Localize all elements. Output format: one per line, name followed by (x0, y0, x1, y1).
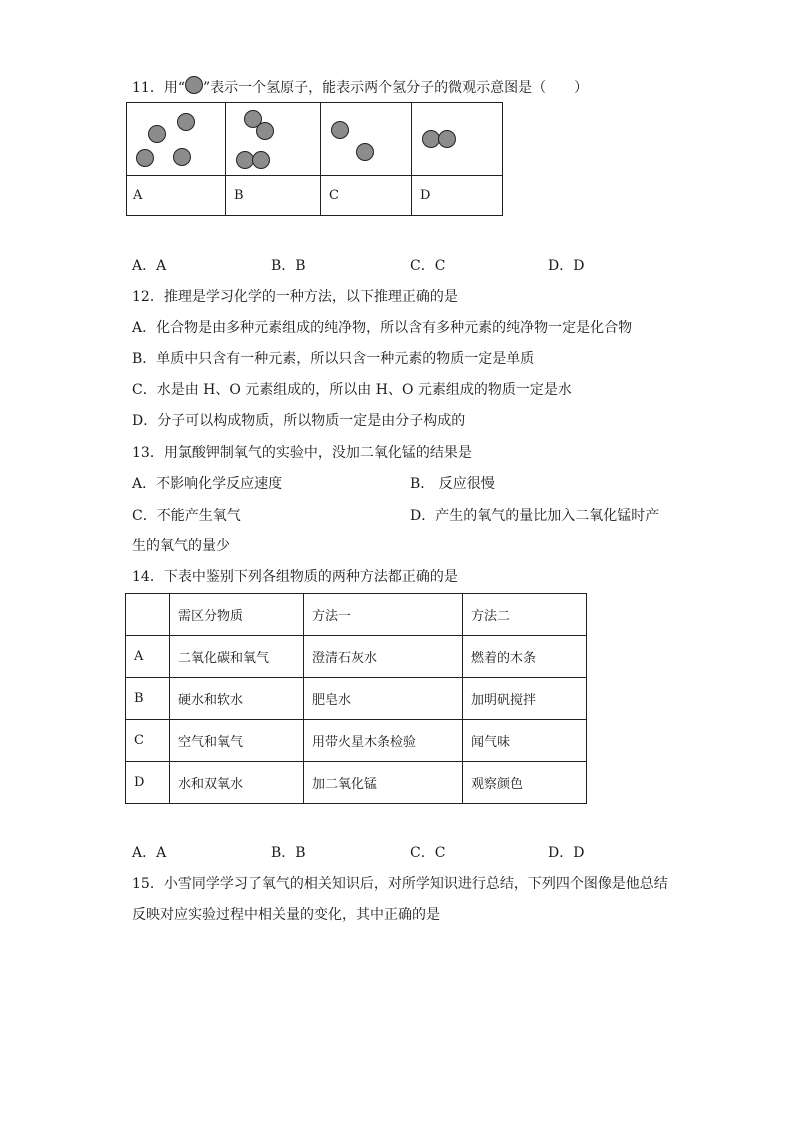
table-cell: 加二氧化锰 (304, 762, 463, 804)
table-cell: 燃着的木条 (463, 636, 587, 678)
q11-option-b[interactable]: B．B (271, 258, 306, 274)
table-cell: 二氧化碳和氧气 (170, 636, 304, 678)
q11-stem: 11．用“ ”表示一个氢原子，能表示两个氢分子的微观示意图是（ ） (132, 76, 588, 98)
q11-option-d[interactable]: D．D (548, 258, 585, 274)
atom-icon (256, 122, 274, 140)
q12-stem: 12．推理是学习化学的一种方法，以下推理正确的是 (132, 289, 458, 305)
table-cell: D (126, 762, 170, 804)
q13-option-a[interactable]: A．不影响化学反应速度 (132, 476, 283, 492)
table-row (126, 636, 587, 678)
table-cell: 硬水和软水 (170, 678, 304, 720)
q11-label-d: D (412, 176, 503, 216)
q12-option-c[interactable]: C．水是由 H、O 元素组成的，所以由 H、O 元素组成的物质一定是水 (132, 382, 572, 398)
atom-icon (438, 130, 456, 148)
q11-diagram-table (126, 102, 503, 216)
q13-option-d[interactable]: D．产生的氧气的量比加入二氧化锰时产 (410, 508, 660, 524)
q14-option-a[interactable]: A．A (132, 845, 167, 861)
hydrogen-atom-icon (185, 76, 203, 94)
table-cell: A (126, 636, 170, 678)
table-header-cell: 方法二 (463, 594, 587, 636)
atom-icon (148, 125, 166, 143)
q11-option-a[interactable]: A．A (132, 258, 167, 274)
q14-option-b[interactable]: B．B (271, 845, 306, 861)
q13-option-c[interactable]: C．不能产生氧气 (132, 508, 241, 524)
table-cell: B (126, 678, 170, 720)
q12-option-b[interactable]: B．单质中只含有一种元素，所以只含一种元素的物质一定是单质 (132, 351, 535, 367)
q15-stem-line1: 15．小雪同学学习了氧气的相关知识后，对所学知识进行总结，下列四个图像是他总结 (132, 876, 668, 892)
table-cell: 加明矾搅拌 (463, 678, 587, 720)
table-row (126, 762, 587, 804)
q11-option-c[interactable]: C．C (410, 258, 446, 274)
q13-stem: 13．用氯酸钾制氧气的实验中，没加二氧化锰的结果是 (132, 445, 472, 461)
atom-icon (173, 148, 191, 166)
table-cell: 肥皂水 (304, 678, 463, 720)
q14-option-c[interactable]: C．C (410, 845, 446, 861)
table-header-cell: 方法一 (304, 594, 463, 636)
q11-diagram-a (127, 103, 226, 176)
atom-icon (252, 151, 270, 169)
table-header-cell: 需区分物质 (170, 594, 304, 636)
table-row (126, 678, 587, 720)
q13-option-d-continued: 生的氧气的量少 (132, 538, 230, 554)
q11-label-b: B (226, 176, 321, 216)
table-row (126, 720, 587, 762)
q12-option-a[interactable]: A．化合物是由多种元素组成的纯净物，所以含有多种元素的纯净物一定是化合物 (132, 320, 633, 336)
table-header-cell (126, 594, 170, 636)
q14-stem: 14．下表中鉴别下列各组物质的两种方法都正确的是 (132, 569, 458, 585)
q14-option-d[interactable]: D．D (548, 845, 585, 861)
q11-label-c: C (321, 176, 412, 216)
q15-stem-line2: 反映对应实验过程中相关量的变化，其中正确的是 (132, 907, 440, 923)
table-cell: 闻气味 (463, 720, 587, 762)
q11-diagram-b (226, 103, 321, 176)
q13-option-b[interactable]: B． 反应很慢 (410, 476, 495, 492)
table-cell: 澄清石灰水 (304, 636, 463, 678)
table-header-row (126, 594, 587, 636)
table-cell: C (126, 720, 170, 762)
atom-icon (136, 149, 154, 167)
table-cell: 空气和氧气 (170, 720, 304, 762)
atom-icon (177, 113, 195, 131)
q12-option-d[interactable]: D．分子可以构成物质，所以物质一定是由分子构成的 (132, 413, 466, 429)
q11-diagram-c (321, 103, 412, 176)
table-cell: 观察颜色 (463, 762, 587, 804)
q11-diagram-d (412, 103, 503, 176)
atom-icon (331, 121, 349, 139)
table-cell: 用带火星木条检验 (304, 720, 463, 762)
atom-icon (356, 143, 374, 161)
q14-table (125, 593, 587, 804)
table-cell: 水和双氧水 (170, 762, 304, 804)
q11-label-a: A (127, 176, 226, 216)
